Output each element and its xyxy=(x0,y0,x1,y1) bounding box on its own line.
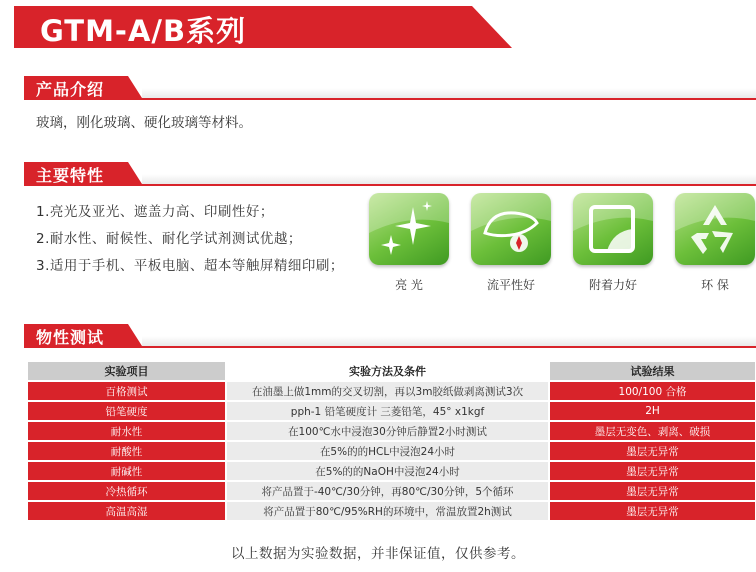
section-heading-intro xyxy=(24,76,756,98)
test-item: 冷热循环 xyxy=(28,482,225,500)
table-header-row xyxy=(28,362,755,380)
test-result: 2H xyxy=(550,402,755,420)
test-result: 墨层无异常 xyxy=(550,482,755,500)
section-heading-properties xyxy=(24,324,756,346)
test-item: 耐碱性 xyxy=(28,462,225,480)
feature-line: 2.耐水性、耐候性、耐化学试剂测试优越； xyxy=(36,231,302,247)
section-title: 物性测试 xyxy=(36,328,105,347)
section-title: 主要特性 xyxy=(36,166,105,185)
test-item: 耐水性 xyxy=(28,422,225,440)
test-method: 在5%的的HCL中浸泡24小时 xyxy=(225,442,550,460)
icon-label: 附着力好 xyxy=(588,278,637,292)
recycle-icon xyxy=(675,193,755,265)
page-title: GTM-A/B系列 xyxy=(40,14,247,48)
test-result: 墨层无异常 xyxy=(550,502,755,520)
column-header: 实验项目 xyxy=(28,362,225,380)
icon-label: 环 保 xyxy=(701,278,729,292)
test-result: 墨层无异常 xyxy=(550,462,755,480)
table-row xyxy=(28,382,755,400)
table-row xyxy=(28,482,755,500)
test-method: 在5%的的NaOH中浸泡24小时 xyxy=(225,462,550,480)
test-result: 100/100 合格 xyxy=(550,382,755,400)
test-result: 墨层无变色、剥离、破损 xyxy=(550,422,755,440)
test-item: 百格测试 xyxy=(28,382,225,400)
intro-text: 玻璃，刚化玻璃、硬化玻璃等材料。 xyxy=(36,115,252,131)
table-row xyxy=(28,402,755,420)
column-header: 试验结果 xyxy=(550,362,755,380)
table-row xyxy=(28,462,755,480)
feature-line: 3.适用于手机、平板电脑、超本等触屏精细印刷； xyxy=(36,258,344,274)
section-heading-features xyxy=(24,162,756,184)
test-item: 高温高湿 xyxy=(28,502,225,520)
test-method: 在100℃水中浸泡30分钟后静置2小时测试 xyxy=(225,422,550,440)
adhesion-icon xyxy=(573,193,653,265)
icon-label: 亮 光 xyxy=(395,278,423,292)
disclaimer-footnote: 以上数据为实验数据，并非保证值，仅供参考。 xyxy=(231,546,525,562)
test-method: 在油墨上做1mm的交叉切割，再以3m胶纸做剥离测试3次 xyxy=(225,382,550,400)
test-method: 将产品置于80℃/95%RH的环境中，常温放置2h测试 xyxy=(225,502,550,520)
test-method: 将产品置于-40℃/30分钟，再80℃/30分钟，5个循环 xyxy=(225,482,550,500)
feature-line: 1.亮光及亚光、遮盖力高、印刷性好； xyxy=(36,204,274,220)
table-row xyxy=(28,422,755,440)
test-item: 耐酸性 xyxy=(28,442,225,460)
title-banner xyxy=(14,6,512,48)
sparkle-icon xyxy=(369,193,449,265)
table-row xyxy=(28,442,755,460)
test-method: pph-1 铅笔硬度计 三菱铅笔，45° x1kgf xyxy=(225,402,550,420)
test-result: 墨层无异常 xyxy=(550,442,755,460)
table-row xyxy=(28,502,755,520)
icon-label: 流平性好 xyxy=(486,278,535,292)
test-item: 铅笔硬度 xyxy=(28,402,225,420)
leveling-icon xyxy=(471,193,551,265)
properties-table xyxy=(28,360,755,522)
column-header: 实验方法及条件 xyxy=(225,362,550,380)
section-title: 产品介绍 xyxy=(36,80,105,99)
